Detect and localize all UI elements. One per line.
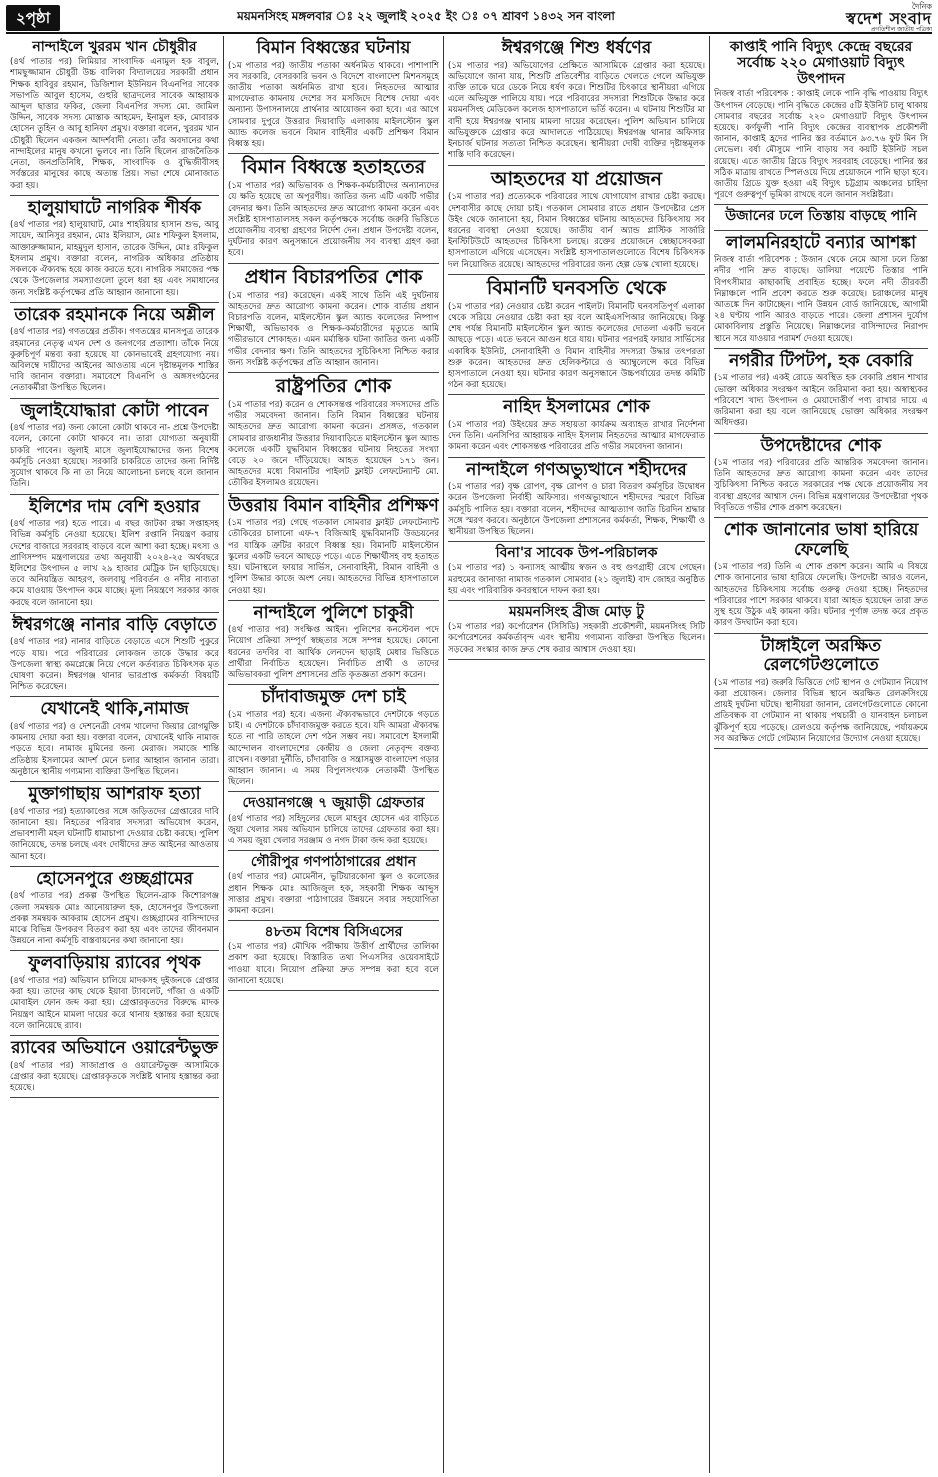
article-body: (১ম পাতার পর) জাতীয় পতাকা অর্ধনমিত থাকবে। পাশাপাশি সব সরকারি, বেসরকারি ভবন ও বিদেশে বাংলাদেশ মিশনসমূহে জাতীয় পতাকা অর্ধনমিত রাখা হবে। নিহতদের আত্মার মাগফেরাত কামনায় দেশের সব মসজিদে বিশেষ দোয়া এবং অন্যান্য উপাসনালয়ে প্রার্থনার আয়োজন করা হবে। এর আগে সোমবার দুপুরে উত্তরার দিয়াবাড়ি এলাকায় মাইলস্টোন স্কুল অ্যান্ড কলেজ ভবনে বিমান বাহিনীর একটি প্রশিক্ষণ বিমান বিধ্বস্ত হয়। <box>228 60 439 150</box>
article-body: (১ম পাতার পর) জরুরি ভিত্তিতে গেট স্থাপন ও গেটম্যান নিয়োগ করা প্রয়োজন। জেলার বিভিন্ন স্থানে অরক্ষিত রেলক্রসিংয়ে প্রায়ই দুর্ঘটনা ঘটছে। স্থানীয়রা জানান, রেলগেটগুলোতে কোনো প্রতিবন্ধক বা গেটম্যান না থাকায় পথচারী ও যানবাহন চলাচল ঝুঁকিপূর্ণ হয়ে পড়েছে। রেলওয়ে কর্তৃপক্ষ জানিয়েছে, পর্যায়ক্রমে সব অরক্ষিত গেটে গেটম্যান নিয়োগের উদ্যোগ নেওয়া হয়েছে। <box>714 677 928 744</box>
article <box>10 303 219 399</box>
article-body: (১ম পাতার পর) করেছেন। একই সাথে তিনি এই দুর্ঘটনায় আহতদের দ্রুত আরোগ্য কামনা করেন। শোক বার্তায় প্রধান বিচারপতি বলেন, মাইলস্টোন স্কুল অ্যান্ড কলেজের নিষ্পাপ শিক্ষার্থী, অভিভাবক ও শিক্ষক-কর্মচারীদের মৃত্যুতে আমি গভীরভাবে শোকাহত। এমন মর্মান্তিক ঘটনা জাতির জন্য একটি গভীর বেদনার ক্ষণ। তিনি আহতদের সুচিকিৎসা নিশ্চিত করার জন্য সংশ্লিষ্ট কর্তৃপক্ষের প্রতি আহ্বান জানান। <box>228 290 439 368</box>
article-body: (৪র্থ পাতার পর) সহিদুলের ছেলে মাহবুব হোসেন এর বাড়িতে জুয়া খেলার সময় অভিযান চালিয়ে তাদের গ্রেফতার করা হয়। এ সময় জুয়া খেলার সরঞ্জাম ও নগদ টাকা জব্দ করা হয়েছে। <box>228 813 439 846</box>
article <box>10 36 219 196</box>
newspaper-logo <box>792 3 932 33</box>
article-body: (৪র্থ পাতার পর) হতে পারে। এ বছর জাটকা রক্ষা সপ্তাহসহ বিভিন্ন কর্মসূচি নেওয়া হয়েছে। ইলিশ রপ্তানি নিয়ন্ত্রণ করায় দেশের বাজারে সরবরাহ বাড়বে বলে আশা করা হচ্ছে। মৎস্য ও প্রাণিসম্পদ মন্ত্রণালয়ের তথ্য অনুযায়ী ২০২৪-২৫ অর্থবছরে ইলিশের উৎপাদন ৫ লাখ ২৯ হাজার মেট্রিক টন ছাড়িয়েছে। তবে অনিয়ন্ত্রিত আহরণ, জলবায়ু পরিবর্তন ও নদীর নাব্যতা কমে যাওয়ায় উৎপাদন কমে যাচ্ছে। মূল্য নিয়ন্ত্রণে সরকার কাজ করছে বলে জানানো হয়। <box>10 519 219 608</box>
article-headline: নান্দাইলে পুলিশে চাকুরী <box>253 602 414 623</box>
article <box>714 205 928 230</box>
article-headline: লালমনিরহাটে বন্যার আশঙ্কা <box>725 232 917 253</box>
article <box>714 518 928 633</box>
columns <box>6 36 932 1473</box>
article <box>714 634 928 749</box>
article-body: (৪র্থ পাতার পর) প্রকল্প উপস্থিত ছিলেন-ব্রাক কিশোরগঞ্জ জেলা সমন্বয়ক মোঃ আনোয়ারুল হক, হোসেনপুর উপজেলা প্রকল্প সমন্বয়ক আকরাম হোসেন প্রমুখ। গুচ্ছগ্রামের বাসিন্দাদের মাঝে বিভিন্ন উপকরণ বিতরণ করা হয় এবং তাদের জীবনমান উন্নয়নে নানা কর্মসূচি বাস্তবায়নের কথা জানানো হয়। <box>10 891 219 947</box>
article-headline: আহতদের যা প্রয়োজন <box>490 167 662 190</box>
article-headline: রাষ্ট্রপতির শোক <box>275 375 392 398</box>
article <box>10 613 219 698</box>
article-body: (১ম পাতার পর) গেছে গতকাল সোমবার ফ্লাইট লেফটেন্যান্ট তৌকিরের চালানো এফ-৭ বিজিআই যুদ্ধবিমানটি উড্ডয়নের পর যান্ত্রিক ত্রুটির কারণে বিধ্বস্ত হয়। বিমানটি মাইলস্টোন স্কুলের একটি ভবনে আছড়ে পড়ে। এতে শিক্ষার্থীসহ বহু হতাহত হয়। ঘটনাস্থলে ফায়ার সার্ভিস, সেনাবাহিনী, বিমান বাহিনী ও পুলিশ উদ্ধার কাজে অংশ নেয়। আহতদের বিভিন্ন হাসপাতালে নেওয়া হয়। <box>228 518 439 596</box>
article <box>448 542 705 601</box>
article-body: (১ম পাতার পর) অভিভাবক ও শিক্ষক-কর্মচারীদের অন্যান্যদের যে ক্ষতি হয়েছে তা অপূরণীয়। জাতির জন্য এটি একটি গভীর বেদনার ক্ষণ। তিনি আহতদের দ্রুত আরোগ্য কামনা করেন এবং সংশ্লিষ্ট হাসপাতালসহ সকল কর্তৃপক্ষকে সর্বোচ্চ জরুরি ভিত্তিতে প্রয়োজনীয় ব্যবস্থা গ্রহণের নির্দেশ দেন। প্রধান উপদেষ্টা বলেন, দুর্ঘটনার কারণ অনুসন্ধানে প্রয়োজনীয় সব ব্যবস্থা গ্রহণ করা হবে। <box>228 181 439 259</box>
article <box>10 867 219 952</box>
article-headline: র‍্যাবের অভিযানে ওয়ারেন্টভুক্ত <box>11 1038 218 1059</box>
article-headline: বিমানটি ঘনবসতি থেকে <box>486 276 667 299</box>
article-body: (৪র্থ পাতার পর) হালুয়াঘাট, মোঃ শাহরিয়ার হাসান শুভ, আবু সায়েদ, আনিসুর রহমান, মোঃ ইলিয়াস, মোঃ শফিকুল ইসলাম, আক্তারুজ্জামান, মাহমুদুল হাসান, তারেক উদ্দিন, মোঃ রফিকুল ইসলাম প্রমুখ। বক্তারা বলেন, নাগরিক অধিকার প্রতিষ্ঠায় সকলকে ঐক্যবদ্ধ হয়ে কাজ করতে হবে। নাগরিক সমাজের পক্ষ থেকে উপজেলার সমস্যাগুলো তুলে ধরা হয় এবং সমাধানের জন্য সংশ্লিষ্ট কর্তৃপক্ষের প্রতি আহ্বান জানানো হয়। <box>10 220 219 298</box>
article <box>228 792 439 851</box>
article-body: (৪র্থ পাতার পর) মোমেনীন, ভুটিয়ারকোনা স্কুল ও কলেজের প্রধান শিক্ষক মোঃ আজিজুল হক, সহকারী শিক্ষক আব্দুস সাত্তার প্রমুখ। বক্তারা পাঠাগারের উন্নয়নে সবার সহযোগিতা কামনা করেন। <box>228 872 439 916</box>
article-headline: নগরীর টিপটপ, হক বেকারি <box>729 350 913 371</box>
article-body: (৪র্থ পাতার পর) সংক্ষিপ্ত আইন। পুলিশের কনস্টেবল পদে নিয়োগ প্রক্রিয়া সম্পূর্ণ স্বচ্ছতার সঙ্গে সম্পন্ন হয়েছে। কোনো ধরনের তদবির বা আর্থিক লেনদেন ছাড়াই মেধার ভিত্তিতে প্রার্থীরা নির্বাচিত হয়েছেন। নির্বাচিত প্রার্থী ও তাদের অভিভাবকরা পুলিশ প্রশাসনের প্রতি কৃতজ্ঞতা প্রকাশ করেন। <box>228 625 439 681</box>
article-headline: উত্তরায় বিমান বাহিনীর প্রশিক্ষণ <box>228 495 439 516</box>
article-headline: গৌরীপুর গণপাঠাগারের প্রধান <box>250 854 417 871</box>
article-body: (৪র্থ পাতার পর) নানার বাড়িতে বেড়াতে এসে শিশুটি পুকুরে পড়ে যায়। পরে পরিবারের লোকজন তাকে উদ্ধার করে উপজেলা স্বাস্থ্য কমপ্লেক্সে নিয়ে গেলে কর্তব্যরত চিকিৎসক মৃত ঘোষণা করেন। ঈশ্বরগঞ্জ থানার ভারপ্রাপ্ত কর্মকর্তা বিষয়টি নিশ্চিত করেছেন। <box>10 637 219 693</box>
article <box>228 494 439 601</box>
article-body: (৪র্থ পাতার পর) জন্য কোনো কোটা থাকবে না- প্রশ্নে উপদেষ্টা বলেন, কোনো কোটা থাকবে না। তারা যোগ্যতা অনুযায়ী চাকরি পাবেন। জুলাই মাসে জুলাইযোদ্ধাদের জন্য বিশেষ কর্মসূচি নেওয়া হয়েছে। সরকারি চাকরিতে তাদের জন্য নির্দিষ্ট সুযোগ থাকবে কি না তা নিয়ে আলোচনা চলছে বলে জানান তিনি। <box>10 423 219 490</box>
article <box>714 349 928 434</box>
article <box>10 1036 219 1098</box>
article-body: (১ম পাতার পর) একই রোডে অবস্থিত হক বেকারি প্রধান শাখার ভোক্তা অধিকার সংরক্ষণ আইনে জরিমানা করা হয়। অস্বাস্থ্যকর পরিবেশে খাদ্য উৎপাদন ও মেয়াদোত্তীর্ণ পণ্য রাখার দায়ে এ জরিমানা করা হয় বলে জানিয়েছে ভোক্তা অধিকার সংরক্ষণ অধিদপ্তর। <box>714 373 928 429</box>
article <box>714 434 928 519</box>
article-headline: ফুলবাড়িয়ায় র‍্যাবের পৃথক <box>28 953 201 974</box>
article-headline: উজানের ঢলে তিস্তায় বাড়ছে পানি <box>725 208 917 225</box>
article <box>448 458 705 543</box>
article-headline: হালুয়াঘাটে নাগরিক শীর্ষক <box>27 197 202 218</box>
article <box>10 196 219 303</box>
article <box>448 166 705 275</box>
column-4 <box>710 36 932 1473</box>
article <box>714 231 928 349</box>
article <box>448 601 705 660</box>
article-headline: বিমান বিধ্বস্তে হতাহতের <box>241 156 426 179</box>
column-1 <box>6 36 224 1473</box>
dateline: ময়মনসিংহ মঙ্গলবার ঃ ২২ জুলাই ২০২৫ ইং ঃ ০৭ শ্রাবণ ১৪৩২ সন বাংলা <box>237 9 615 23</box>
article-body: (৪র্থ পাতার পর) ও দেশনেত্রী বেগম খালেদা জিয়ার রোগমুক্তি কামনায় দোয়া করা হয়। বক্তারা বলেন, যেখানেই থাকি নামাজ পড়তে হবে। নামাজ মুমিনের জন্য মেরাজ। সমাজে শান্তি প্রতিষ্ঠায় ইসলামের আদর্শ মেনে চলার আহ্বান জানান তারা। অনুষ্ঠানে স্থানীয় গণ্যমান্য ব্যক্তিরা উপস্থিত ছিলেন। <box>10 722 219 777</box>
article-headline: হোসেনপুরে গুচ্ছগ্রামের <box>35 868 194 889</box>
article-headline: ঈশ্বরগঞ্জে শিশু ধর্ষণের <box>501 38 652 58</box>
page-number: ২পৃষ্ঠা <box>6 5 60 31</box>
article-body: (১ম পাতার পর) কর্পোরেশন (সিসিডি) সহকারী প্রকৌশলী, ময়মনসিংহ সিটি কর্পোরেশনের কর্মকর্তাবৃন্দ এবং স্থানীয় গণ্যমান্য ব্যক্তিরা উপস্থিত ছিলেন। সড়কের সংস্কার কাজ দ্রুত শেষ করার আশ্বাস দেওয়া হয়। <box>448 622 705 655</box>
column-3 <box>444 36 710 1473</box>
article-body: (১ম পাতার পর) নেওয়ার চেষ্টা করেন পাইলট। বিমানটি ঘনবসতিপূর্ণ এলাকা থেকে সরিয়ে নেওয়ার চেষ্টা করা হয় বলে আইএসপিআর জানিয়েছে। কিন্তু শেষ পর্যন্ত বিমানটি মাইলস্টোন স্কুল অ্যান্ড কলেজের দোতলা একটি ভবনে আছড়ে পড়ে। এতে ভবনে আগুন ধরে যায়। ঘটনার পরপরই ফায়ার সার্ভিসের একাধিক ইউনিট, সেনাবাহিনী ও বিমান বাহিনীর সদস্যরা উদ্ধার তৎপরতা শুরু করেন। আহতদের দ্রুত হেলিকপ্টারে ও অ্যাম্বুলেন্সে করে বিভিন্ন হাসপাতালে নেওয়া হয়। ঘটনার কারণ অনুসন্ধানে উচ্চপর্যায়ের তদন্ত কমিটি গঠন করা হয়েছে। <box>448 301 705 391</box>
article <box>228 851 439 921</box>
article-headline: জুলাইযোদ্ধারা কোটা পাবেন <box>20 400 209 421</box>
article-body: (১ম পাতার পর) প্রত্যেককে পরিবারের সাথে যোগাযোগ রাখার চেষ্টা করছে। দেশবাসীর কাছে দোয়া চাই। গতকাল সোমবার রাতে প্রধান উপদেষ্টার প্রেস উইং থেকে জানানো হয়, বিমান বিধ্বস্তের ঘটনায় আহতদের চিকিৎসায় সব ধরনের ব্যবস্থা নেওয়া হয়েছে। জাতীয় বার্ন অ্যান্ড প্লাস্টিক সার্জারি ইনস্টিটিউটে আহতদের চিকিৎসা চলছে। রক্তের প্রয়োজনে স্বেচ্ছাসেবকরা হাসপাতালে এগিয়ে এসেছেন। সংশ্লিষ্ট হাসপাতালগুলোতে বিশেষ চিকিৎসক দল নিয়োজিত রয়েছে। আহতদের পরিবারের জন্য হেল্প ডেস্ক খোলা হয়েছে। <box>448 192 705 270</box>
article-headline: বিনা'র সাবেক উপ-পরিচালক <box>495 545 658 562</box>
article-headline: মুক্তাগাছায় আশরাফ হত্যা <box>28 784 201 805</box>
article <box>10 399 219 495</box>
article <box>228 373 439 494</box>
article-body: (৪র্থ পাতার পর) হত্যাকাণ্ডের সঙ্গে জড়িতদের গ্রেপ্তারের দাবি জানানো হয়। নিহতের পরিবার সদস্যরা অভিযোগ করেন, প্রভাবশালী মহল ঘটনাটি ধামাচাপা দেওয়ার চেষ্টা করছে। পুলিশ জানিয়েছে, তদন্ত চলছে এবং দোষীদের দ্রুত আইনের আওতায় আনা হবে। <box>10 806 219 862</box>
article-headline: শোক জানানোর ভাষা হারিয়ে ফেলেছি <box>723 520 919 560</box>
article-body: (৪র্থ পাতার পর) গণতন্ত্রের প্রতীক। গণতন্ত্রের মানসপুত্র তারেক রহমানের নেতৃত্ব এখন দেশ ও জনগণের প্রত্যাশা। তাঁকে নিয়ে কুরুচিপূর্ণ মন্তব্য করা হয়েছে যা কোনভাবেই গ্রহণযোগ্য নয়। অবিলম্বে দায়ীদের আইনের আওতায় এনে দৃষ্টান্তমূলক শাস্তির দাবি জানান বক্তারা। সমাবেশে বিএনপি ও অঙ্গসংগঠনের নেতাকর্মীরা উপস্থিত ছিলেন। <box>10 327 219 394</box>
article-headline: ৪৮তম বিশেষ বিসিএসের <box>264 924 403 941</box>
article-body: নিজস্ব বার্তা পরিবেশক : উজান থেকে নেমে আসা ঢলে তিস্তা নদীর পানি দ্রুত বাড়ছে। ডালিয়া পয়েন্টে তিস্তার পানি বিপৎসীমার কাছাকাছি প্রবাহিত হচ্ছে। ফলে নদী তীরবর্তী নিম্নাঞ্চলে পানি প্রবেশ করতে শুরু করেছে। চরাঞ্চলের মানুষ আতঙ্কে দিন কাটাচ্ছেন। পানি উন্নয়ন বোর্ড জানিয়েছে, আগামী ২৪ ঘণ্টায় পানি আরও বাড়তে পারে। জেলা প্রশাসন দুর্যোগ মোকাবিলায় প্রস্তুতি নিয়েছে। নিম্নাঞ্চলের বাসিন্দাদের নিরাপদ স্থানে সরে যাওয়ার পরামর্শ দেওয়া হয়েছে। <box>714 255 928 344</box>
article-body: (১ম পাতার পর) অভিযোগের প্রেক্ষিতে আসামিকে গ্রেপ্তার করা হয়েছে। অভিযোগে জানা যায়, শিশুটি প্রতিবেশীর বাড়িতে খেলতে গেলে অভিযুক্ত ব্যক্তি তাকে ঘরে ডেকে নিয়ে ধর্ষণ করে। শিশুটির চিৎকারে স্থানীয়রা এগিয়ে এলে অভিযুক্ত পালিয়ে যায়। পরে পরিবারের সদস্যরা শিশুটিকে উদ্ধার করে ময়মনসিংহ মেডিকেল কলেজ হাসপাতালে ভর্তি করেন। এ ঘটনায় শিশুটির মা বাদী হয়ে ঈশ্বরগঞ্জ থানায় মামলা দায়ের করেছেন। পুলিশ অভিযান চালিয়ে অভিযুক্তকে গ্রেপ্তার করে আদালতে পাঠিয়েছে। ঈশ্বরগঞ্জ থানার অফিসার ইনচার্জ ঘটনার সত্যতা নিশ্চিত করেছেন। স্থানীয়রা দোষী ব্যক্তির দৃষ্টান্তমূলক শাস্তি দাবি করেছেন। <box>448 60 705 161</box>
article <box>228 154 439 263</box>
masthead <box>6 4 932 34</box>
article-headline: প্রধান বিচারপতির শোক <box>244 265 423 288</box>
article <box>448 395 705 457</box>
article-headline: যেখানেই থাকি,নামাজ <box>40 699 189 720</box>
article <box>10 782 219 867</box>
article-headline: কাপ্তাই পানি বিদ্যুৎ কেন্দ্রে বছরের সর্বোচ্চ ২২০ মেগাওয়াট বিদ্যুৎ উৎপাদন <box>729 39 913 88</box>
article-headline: বিমান বিধ্বস্তের ঘটনায় <box>256 38 411 58</box>
article-body: (১ম পাতার পর) মৌখিক পরীক্ষায় উত্তীর্ণ প্রার্থীদের তালিকা প্রকাশ করা হয়েছে। বিস্তারিত তথ্য পিএসসির ওয়েবসাইটে পাওয়া যাবে। নিয়োগ প্রক্রিয়া দ্রুত সম্পন্ন করা হবে বলে জানানো হয়েছে। <box>228 942 439 986</box>
article-headline: তারেক রহমানকে নিয়ে অশ্লীল <box>14 304 215 325</box>
article <box>228 921 439 991</box>
article-headline: নান্দাইলে গণঅভ্যুত্থানে শহীদদের <box>466 459 687 480</box>
article-body: (১ম পাতার পর) তিনি এ শোক প্রকাশ করেন। আমি এ বিষয়ে শোক জানানোর ভাষা হারিয়ে ফেলেছি। উপদেষ্টা আরও বলেন, আহতদের চিকিৎসায় সর্বোচ্চ গুরুত্ব দেওয়া হচ্ছে। নিহতদের পরিবারের পাশে সরকার থাকবে। যারা আহত হয়েছেন তারা দ্রুত সুস্থ হয়ে উঠুক এই কামনা করি। ঘটনার পূর্ণাঙ্গ তদন্ত করে প্রকৃত কারণ উদঘাটন করা হবে। <box>714 562 928 629</box>
article-headline: নাহিদ ইসলামের শোক <box>503 397 650 418</box>
article-body: (১ম পাতার পর) করেন ও শোকসন্তপ্ত পরিবারের সদস্যদের প্রতি গভীর সমবেদনা জানান। তিনি বিমান বিধ্বস্তের ঘটনায় আহতদের দ্রুত আরোগ্য কামনা করেন। প্রসঙ্গত, গতকাল সোমবার রাজধানীর উত্তরার দিয়াবাড়িতে মাইলস্টোন স্কুল অ্যান্ড কলেজে একটি যুদ্ধবিমান বিধ্বস্তের ঘটনায় নিহতের সংখ্যা বেড়ে ২০ জনে দাঁড়িয়েছে। আহত হয়েছেন ১৭১ জন। আহতদের মধ্যে বিমানটির পাইলট ফ্লাইট লেফটেন্যান্ট মো. তৌকির ইসলামও রয়েছেন। <box>228 399 439 489</box>
article-body: (৪র্থ পাতার পর) লিমিয়ার সাংবাদিক এনামুল হক বাবুল, শামছুজ্জামান চৌধুরী উচ্চ বালিকা বিদ্যালয়ের সরকারী প্রধান শিক্ষক হাবিবুর রহমান, ডিজিশাল ইউনিয়ন বিএনপির সাবেক সভাপতি আবুল হাসেম, গুহুরি ছাত্রদলের সাবেক আহ্বায়ক আব্দুল ছাত্তার ফকির, জেলা বিএনপির সদস্য মো. জামিল উদ্দিন, সাবেক সদস্য মোস্তাক আহমেদ, ইনামুল হক, মোবারক হোসেন তুহিন ও আবু হানিফা প্রমুখ। বক্তারা বলেন, খুররম খান চৌধুরী ছিলেন একজন আদর্শবাদী নেতা। তাঁর অবদানের কথা নান্দাইলের মানুষ কখনো ভুলবে না। তিনি ছিলেন রাজনৈতিক নেতা, জনপ্রতিনিধি, শিক্ষক, সাংবাদিক ও বুদ্ধিজীবীসহ সর্বস্তরের মানুষের কাছে অত্যন্ত প্রিয়। সভা শেষে মোনাজাত করা হয়। <box>10 57 219 191</box>
logo-daily: দৈনিক <box>911 2 932 11</box>
article-headline: ঈশ্বরগঞ্জে নানার বাড়ি বেড়াতে <box>12 614 217 635</box>
article-body: (১ম পাতার পর) বৃক্ষ রোপণ, বৃক্ষ রোপণ ও চারা বিতরণ কর্মসূচির উদ্বোধন করেন উপজেলা নির্বাহী অফিসার। গণঅভ্যুত্থানে শহীদদের স্মরণে বিভিন্ন কর্মসূচি পালিত হয়। বক্তারা বলেন, শহীদদের আত্মত্যাগ জাতি চিরদিন শ্রদ্ধার সঙ্গে স্মরণ করবে। অনুষ্ঠানে উপজেলা প্রশাসনের কর্মকর্তা, শিক্ষক, শিক্ষার্থী ও স্থানীয়রা উপস্থিত ছিলেন। <box>448 482 705 538</box>
article <box>228 601 439 686</box>
column-2 <box>224 36 444 1473</box>
article <box>228 685 439 792</box>
article <box>10 951 219 1036</box>
article-headline: ময়মনসিংহ ব্রীজ মোড় টু <box>508 604 645 621</box>
article-body: (১ম পাতার পর) হবে। এজন্য ঐক্যবদ্ধভাবে দেশটাকে গড়তে চাই। এ দেশটাকে চাঁদাবাজমুক্ত করতে হবে। যদি আমরা ঐক্যবদ্ধ হতে না পারি তাহলে দেশ গঠন সম্ভব নয়। সমাবেশে ইসলামী আন্দোলন বাংলাদেশের কেন্দ্রীয় ও জেলা নেতৃবৃন্দ বক্তব্য রাখেন। বক্তারা দুর্নীতি, চাঁদাবাজি ও সন্ত্রাসমুক্ত বাংলাদেশ গড়ার আহ্বান জানান। এ সময় বিপুলসংখ্যক নেতাকর্মী উপস্থিত ছিলেন। <box>228 709 439 788</box>
article-headline: টাঙ্গাইলে অরক্ষিত রেলগেটগুলোতে <box>760 635 882 676</box>
article-headline: উপদেষ্টাদের শোক <box>760 435 882 456</box>
logo-name: স্বদেশ সংবাদ <box>845 9 932 28</box>
article-body: (১ম পাতার পর) পরিবারের প্রতি আন্তরিক সমবেদনা জানান। তিনি আহতদের দ্রুত আরোগ্য কামনা করেন এবং তাদের সুচিকিৎসা নিশ্চিত করতে সরকারের পক্ষ থেকে প্রয়োজনীয় সব ব্যবস্থা গ্রহণের আশ্বাস দেন। বিভিন্ন মন্ত্রণালয়ের উপদেষ্টারা পৃথক বিবৃতিতে গভীর শোক প্রকাশ করেছেন। <box>714 458 928 513</box>
article <box>228 36 439 154</box>
article-headline: দেওয়ানগঞ্জে ৭ জুয়াড়ী গ্রেফতার <box>242 795 425 812</box>
article <box>10 697 219 782</box>
article <box>714 36 928 205</box>
article <box>10 495 219 613</box>
article-headline: নান্দাইলে খুররম খান চৌধুরীর <box>32 39 197 55</box>
article-body: (১ম পাতার পর) ১ কন্যাসহ আত্মীয় স্বজন ও বহু গুণগ্রাহী রেখে গেছেন। মরহুমের জানাজা নামাজ গতকাল সোমবার (২১ জুলাই) বাদ জোহর অনুষ্ঠিত হয় এবং পারিবারিক কবরস্থানে দাফন করা হয়। <box>448 563 705 596</box>
article-body: (১ম পাতার পর) উইংয়ের দ্রুত সহায়তা কার্যক্রম অব্যাহত রাখার নির্দেশনা দেন তিনি। এনসিপির আহ্বায়ক নাহিদ ইসলাম নিহতদের আত্মার মাগফেরাত কামনা করেন এবং শোকসন্তপ্ত পরিবারের প্রতি গভীর সমবেদনা জানান। <box>448 420 705 453</box>
article-body: (৪র্থ পাতার পর) অভিযান চালিয়ে মাদকসহ দুইজনকে গ্রেপ্তার করা হয়। তাদের কাছ থেকে ইয়াবা ট্যাবলেট, গাঁজা ও একটি মোবাইল ফোন জব্দ করা হয়। গ্রেপ্তারকৃতদের বিরুদ্ধে মাদক নিয়ন্ত্রণ আইনে মামলা দায়ের করে থানায় হস্তান্তর করা হয়েছে বলে জানিয়েছে র‍্যাব। <box>10 975 219 1031</box>
article-headline: ইলিশের দাম বেশি হওয়ার <box>29 496 200 517</box>
article <box>228 264 439 373</box>
article-headline: চাঁদাবাজমুক্ত দেশ চাই <box>261 687 406 708</box>
article-body: (৪র্থ পাতার পর) সাজাপ্রাপ্ত ও ওয়ারেন্টভুক্ত আসামিকে গ্রেপ্তার করা হয়েছে। গ্রেপ্তারকৃতকে সংশ্লিষ্ট থানায় হস্তান্তর করা হয়েছে। <box>10 1060 219 1093</box>
article <box>448 36 705 166</box>
article <box>448 275 705 396</box>
article-body: নিজস্ব বার্তা পরিবেশক : কাপ্তাই লেকে পানি বৃদ্ধি পাওয়ায় বিদ্যুৎ উৎপাদন বেড়েছে। পানি বৃদ্ধিতে কেন্দ্রের ৫টি ইউনিট চালু থাকায় সোমবার বছরের সর্বোচ্চ ২২০ মেগাওয়াট বিদ্যুৎ উৎপাদন হয়েছে। কর্ণফুলী পানি বিদ্যুৎ কেন্দ্রের ব্যবস্থাপক প্রকৌশলী জানান, কাপ্তাই হ্রদের পানির স্তর বর্তমানে ৯৩.৭৬ ফুট মিন সি লেভেল। বর্ষা মৌসুমে পানি বাড়ায় সব কয়টি ইউনিট সচল রয়েছে। এতে জাতীয় গ্রিডে বিদ্যুৎ সরবরাহ বেড়েছে। পানির স্তর সঠিক মাত্রায় রাখতে স্পিলওয়ে দিয়ে প্রয়োজনে পানি ছাড়া হবে। জাতীয় গ্রিডে যুক্ত হওয়া এই বিদ্যুৎ চট্টগ্রাম অঞ্চলের চাহিদা পূরণে গুরুত্বপূর্ণ ভূমিকা রাখছে বলে জানান সংশ্লিষ্টরা। <box>714 89 928 201</box>
logo-tagline: প্রগতিশীল জাতীয় পত্রিকা <box>870 26 932 33</box>
